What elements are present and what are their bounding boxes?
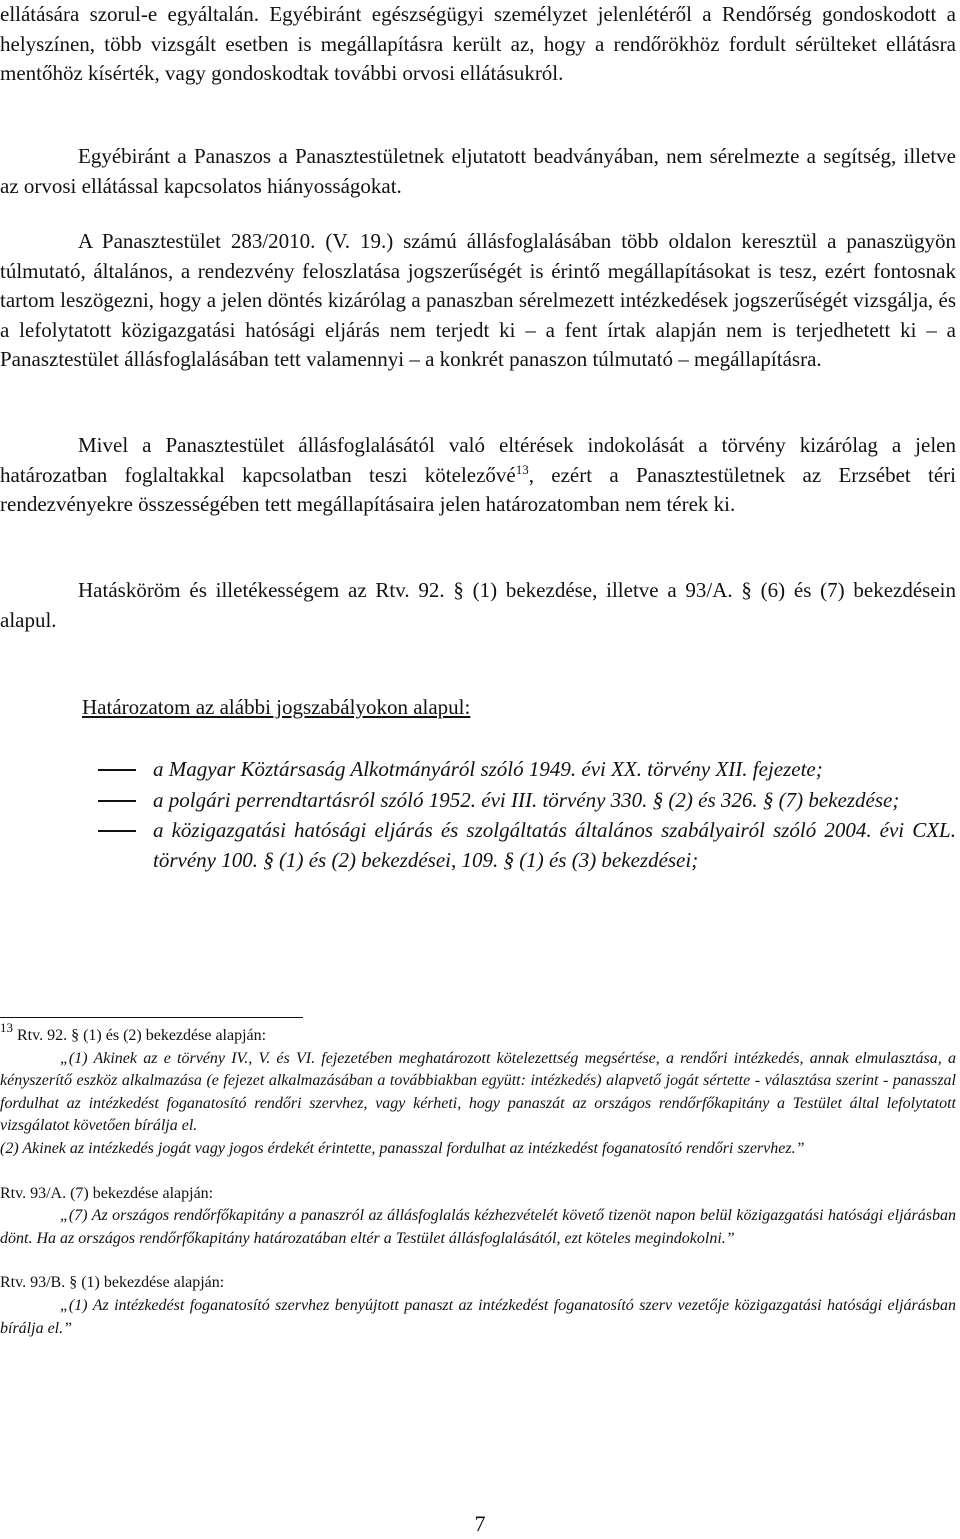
legal-basis-list	[0, 755, 956, 876]
footnote-heading: Rtv. 93/A. (7) bekezdése alapján:	[0, 1184, 214, 1202]
paragraph-text: Hatásköröm és illetékességem az Rtv. 92. § (1) bekezdése, illetve a 93/A. § (6) és (7) bekezdésein alapul.	[0, 578, 956, 632]
footnote-marker: 13	[0, 1020, 13, 1035]
paragraph-2	[0, 142, 956, 201]
paragraph-4	[0, 431, 956, 520]
footnote-quote: „(7) Az országos rendőrfőkapitány a panaszról az állásfoglalás kézhezvételét követő tizenöt napon belül közigazgatási hatósági eljárásban dönt. Ha az országos rendőrfőkapitány határozatában eltér a Testület állásfoglalásától, ezt köteles megindokolni.”	[0, 1207, 956, 1247]
footnote-heading-text: Rtv. 92. § (1) és (2) bekezdése alapján:	[13, 1027, 267, 1044]
list-item	[0, 816, 956, 875]
footnote-block	[0, 1020, 956, 1340]
paragraph-3	[0, 227, 956, 375]
footnote-heading	[0, 1020, 956, 1048]
paragraph-text: A Panasztestület 283/2010. (V. 19.) számú állásfoglalásában több oldalon keresztül a panaszügyön túlmutató, általános, a rendezvény feloszlatása jogszerűségét is érintő megállapításokat is tesz, ezért fontosnak tartom leszögezni, hogy a jelen döntés kizárólag a panaszban sérelmezett intézkedések jogszerűségét vizsgálja, és a lefolytatott közigazgatási hatósági eljárás nem terjedt ki – a fent írtak alapján nem is terjedhetett ki – a Panasztestület állásfoglalásában tett valamennyi – a konkrét panaszon túlmutató – megállapításra.	[0, 229, 956, 371]
paragraph-1	[0, 0, 956, 89]
dash-bullet-icon	[98, 830, 136, 832]
list-item-text: a polgári perrendtartásról szóló 1952. évi III. törvény 330. § (2) és 326. § (7) bekezdése;	[153, 787, 900, 812]
dash-bullet-icon	[98, 769, 136, 771]
footnote-quote: „(1) Az intézkedést foganatosító szervhez benyújtott panaszt az intézkedést foganatosító szerv vezetője közigazgatási hatósági eljárásban bírálja el.”	[0, 1296, 956, 1337]
list-item	[0, 755, 956, 785]
paragraph-text-part: , ezért a Panasztestületnek az Erzsébet téri rendezvényekre összességében tett megállapításaira jelen határozatomban nem térek ki.	[0, 462, 956, 516]
footnote-heading: Rtv. 93/B. § (1) bekezdése alapján:	[0, 1274, 225, 1292]
list-item	[0, 786, 956, 816]
footnote-quote: „(1) Akinek az e törvény IV., V. és VI. fejezetében meghatározott kötelezettség megsértése, a rendőri intézkedés, annak elmulasztása, a kényszerítő eszköz alkalmazása (e fejezet alkalmazásában a továbbiakban együtt: intézkedés) alapvető jogát sértette - választása szerint - panasszal fordulhat az intézkedést foganatosító rendőri szervhez, vagy kérheti, hogy panaszát az országos rendőrfőkapitány a Testület által lefolytatott vizsgálatot követően bírálja el.	[0, 1049, 956, 1135]
dash-bullet-icon	[98, 800, 136, 802]
footnote-reference: 13	[515, 461, 529, 477]
page-number: 7	[474, 1511, 486, 1536]
footnote-quote: (2) Akinek az intézkedés jogát vagy jogos érdekét érintette, panasszal fordulhat az intézkedést foganatosító rendőri szervhez.”	[0, 1139, 805, 1157]
paragraph-text-part: Mivel a Panasztestület állásfoglalásától való eltérések indokolását a törvény kizárólag a jelen határozatban foglaltakkal kapcsolatban teszi kötelezővé	[0, 433, 956, 487]
list-item-text: a közigazgatási hatósági eljárás és szolgáltatás általános szabályairól szóló 2004. évi CXL. törvény 100. § (1) és (2) bekezdései, 109. § (1) és (3) bekezdései;	[153, 818, 956, 872]
paragraph-text: Egyébiránt a Panaszos a Panasztestületnek eljutatott beadványában, nem sérelmezte a segítség, illetve az orvosi ellátással kapcsolatos hiányosságokat.	[0, 144, 956, 198]
list-item-text: a Magyar Köztársaság Alkotmányáról szóló 1949. évi XX. törvény XII. fejezete;	[153, 757, 823, 781]
paragraph-text	[0, 431, 956, 520]
paragraph-text: ellátására szorul-e egyáltalán. Egyébiránt egészségügyi személyzet jelenlétéről a Rendőrség gondoskodott a helyszínen, több vizsgált esetben is megállapításra került az, hogy a rendőrökhöz fordult sérülteket ellátásra mentőhöz kísérték, vagy gondoskodtak további orvosi ellátásukról.	[0, 2, 956, 85]
paragraph-5	[0, 576, 956, 635]
legal-basis-heading: Határozatom az alábbi jogszabályokon alapul:	[82, 695, 471, 719]
footnote-separator	[0, 1017, 303, 1018]
